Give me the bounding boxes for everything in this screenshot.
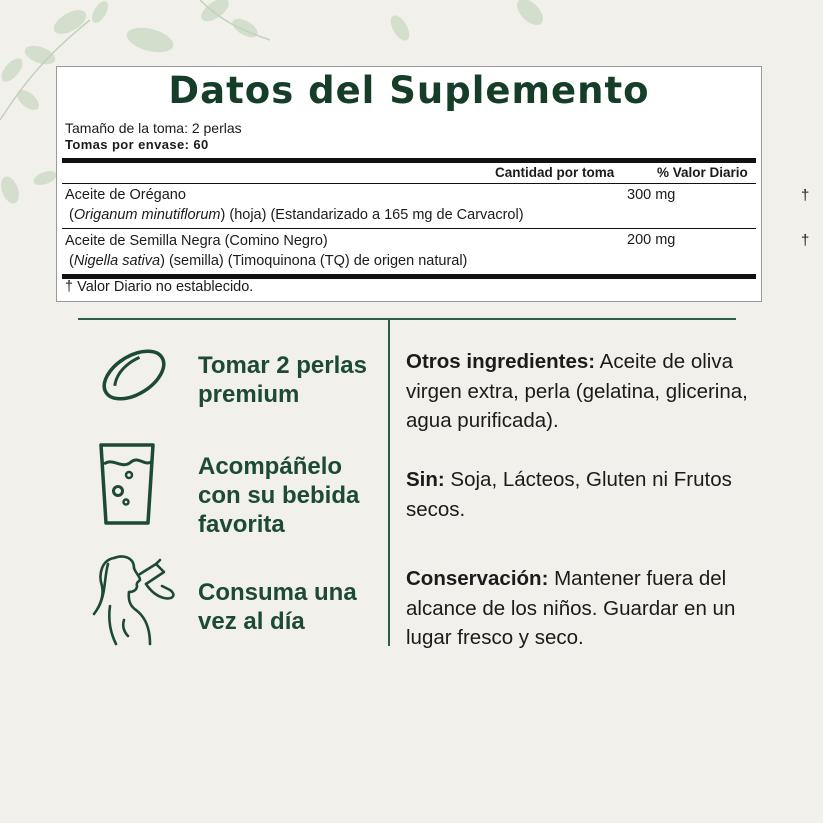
footnote: † Valor Diario no establecido. (65, 279, 254, 295)
section-divider-horizontal (78, 318, 736, 320)
servings-per-container: Tomas por envase: 60 (65, 137, 209, 152)
ingredient-detail: (Origanum minutiflorum) (hoja) (Estandarizado a 165 mg de Carvacrol) (69, 207, 524, 223)
ingredient-amount: 300 mg (627, 187, 676, 203)
ingredient-detail: (Nigella sativa) (semilla) (Timoquinona (TQ) de origen natural) (69, 253, 468, 269)
person-drinking-icon (84, 550, 184, 648)
ingredient-detail-text: ) (semilla) (Timoquinona (TQ) de origen natural) (160, 253, 468, 269)
free-from (406, 465, 751, 524)
divider-row (62, 228, 756, 229)
ingredient-latin-name: Origanum minutiflorum (73, 207, 221, 223)
step-take-two-softgels: Tomar 2 perlas premium (198, 352, 367, 408)
daily-value-marker: † (801, 187, 810, 204)
ingredient-name: Aceite de Semilla Negra (Comino Negro) (65, 233, 328, 249)
ingredient-amount: 200 mg (627, 232, 676, 248)
ingredient-name: Aceite de Orégano (65, 187, 186, 203)
free-from-label: Sin: (406, 468, 445, 491)
storage-label: Conservación: (406, 567, 549, 590)
section-divider-vertical (388, 320, 390, 646)
step-once-daily: Consuma una vez al día (198, 579, 357, 635)
serving-size: Tamaño de la toma: 2 perlas (65, 120, 242, 136)
step-with-drink: Acompáñelo con su bebida favorita (198, 453, 360, 538)
divider-header (62, 183, 756, 184)
facts-title: Datos del Suplemento (168, 69, 650, 112)
supplement-facts-panel (56, 66, 810, 302)
other-ingredients-text: Aceite de oliva virgen extra, perla (gelatina, glicerina, agua purificada). (406, 350, 748, 432)
daily-value-marker: † (801, 232, 810, 249)
ingredient-latin-name: Nigella sativa (73, 253, 161, 269)
column-header-amount: Cantidad por toma (495, 165, 615, 180)
softgel-icon (98, 344, 170, 406)
storage-text: Mantener fuera del alcance de los niños. Guardar en un lugar fresco y seco. (406, 567, 736, 649)
glass-icon (98, 442, 156, 526)
other-ingredients-label: Otros ingredientes: (406, 350, 596, 373)
divider-thick-top (62, 158, 756, 163)
storage (406, 564, 751, 653)
other-ingredients (406, 347, 751, 436)
column-header-daily-value: % Valor Diario (657, 165, 748, 180)
free-from-text: Soja, Lácteos, Gluten ni Frutos secos. (406, 468, 732, 521)
ingredient-detail-text: ) (hoja) (Estandarizado a 165 mg de Carvacrol) (220, 207, 524, 223)
